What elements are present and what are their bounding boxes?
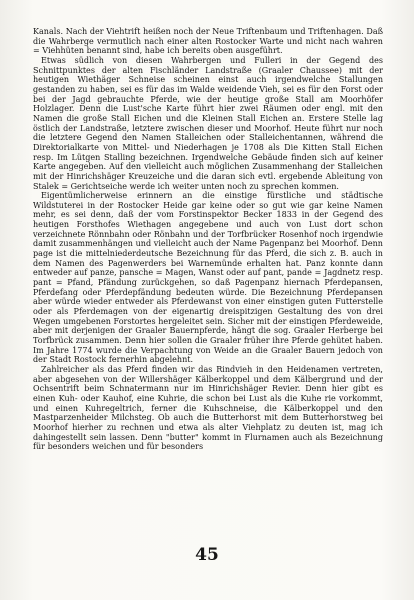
paragraph-2: Etwas südlich von diesen Wahrbergen und Fulleri in der Gegend des Schnittpunktes der alten Fischländer Landstraße (Graaler Chaussee) mit der heutigen Wiethäger Schneise scheinen einst auch irgendwelche Stallungen gestanden zu haben, sei es für das im Walde weidende Vieh, sei es für den Forst oder bei der Jagd gebrauchte Pferde, wie der heutige große Stall am Moorhöfer Holzlager. Denn die Lust'sche Karte führt hier zwei Räumen oder engl. mit den Namen die große Stall Eichen und die Kleinen Stall Eichen an. Erstere Stelle lag östlich der Landstraße, letztere zwischen dieser und Moorhof. Heute führt nur noch die letztere Gegend den Namen Stalleichen oder Stalleichentannen, während die Direktorialkarte von Mittel- und Niederhagen je 1708 als Die Kitten Stall Eichen resp. Im Lütgen Stalling bezeichnen. Irgendwelche Gebäude finden sich auf keiner Karte angegeben. Auf den vielleicht auch möglichen Zusammenhang der Stalleichen mit der Hinrichshäger Kreuzeiche und die daran sich evtl. ergebende Ableitung von Stalek = Gerichtseiche werde ich weiter unten noch zu sprechen kommen. <box>33 55 383 191</box>
paragraph-1: Kanals. Nach der Viehtrift heißen noch der Neue Triftenbaum und Triftenhagen. Daß die Wahrberge vermutlich nach einer alten Rostocker Warte und nicht nach wahren = Viehhüten benannt sind, habe ich bereits oben ausgeführt. <box>33 27 383 56</box>
paragraph-4: Zahlreicher als das Pferd finden wir das Rindvieh in den Heidenamen vertreten, aber abgesehen von der Willershäger Kälberkoppel und dem Kälbergrund und der Ochsentrift beim Schnatermann nur im Hinrichshäger Revier. Denn hier gibt es einen Kuh- oder Kauhof, eine Kuhrie, die schon bei Lust als die Kuhe rie vorkommt, und einen Kuhregeltrich, ferner die Kuhschneise, die Kälberkoppel und den Mastparzenheider Milchsteg. Ob auch die Butterhorst mit dem Butterhorstweg bei Moorhof hierher zu rechnen und etwa als alter Viehplatz zu deuten ist, mag ich dahingestellt sein lassen. Denn "butter" kommt in Flurnamen auch als Bezeichnung für besonders weichen und für besonders <box>33 364 383 452</box>
body-text <box>33 27 383 452</box>
paragraph-3: Eigentümlicherweise erinnern an die einstige fürstliche und städtische Wildstuterei in der Rostocker Heide gar keine oder so gut wie gar keine Namen mehr, es sei denn, daß der vom Forstinspektor Becker 1833 in der Gegend des heutigen Forsthofes Wiethagen angegebene und auch von Lust dort schon verzeichnete Rönnbahn oder Rönbahn und der Torfbrücker Rosenhof noch irgendwie damit zusammenhängen und vielleicht auch der Name Pagenpanz bei Moorhof. Denn page ist die mittelniederdeutsche Bezeichnung für das Pferd, die sich z. B. auch in dem Namen des Pagenwerders bei Warnemünde erhalten hat. Panz konnte dann entweder auf panze, pansche = Magen, Wanst oder auf pant, pande = Jagdnetz resp. pant = Pfand, Pfändung zurückgehen, so daß Pagenpanz hiernach Pferdepansen, Pferdefang oder Pferdepfändung bedeuten würde. Die Bezeichnung Pferdepansen aber würde wieder entweder als Pferdewanst von einer einstigen guten Futterstelle oder als Pferdemagen von der eigenartig dreispitzigen Gestaltung des von drei Wegen umgebenen Forstortes hergeleitet sein. Sicher mit der einstigen Pferdeweide, aber mit derjenigen der Graaler Bauernpferde, hängt die sog. Graaler Herberge bei Torfbrück zusammen. Denn hier sollen die Graaler früher ihre Pferde gehütet haben. Im Jahre 1774 wurde die Verpachtung von Weide an die Graaler Bauern jedoch von der Stadt Rostock fernerhin abgelehnt. <box>33 191 383 365</box>
page-number: 45 <box>195 545 219 565</box>
